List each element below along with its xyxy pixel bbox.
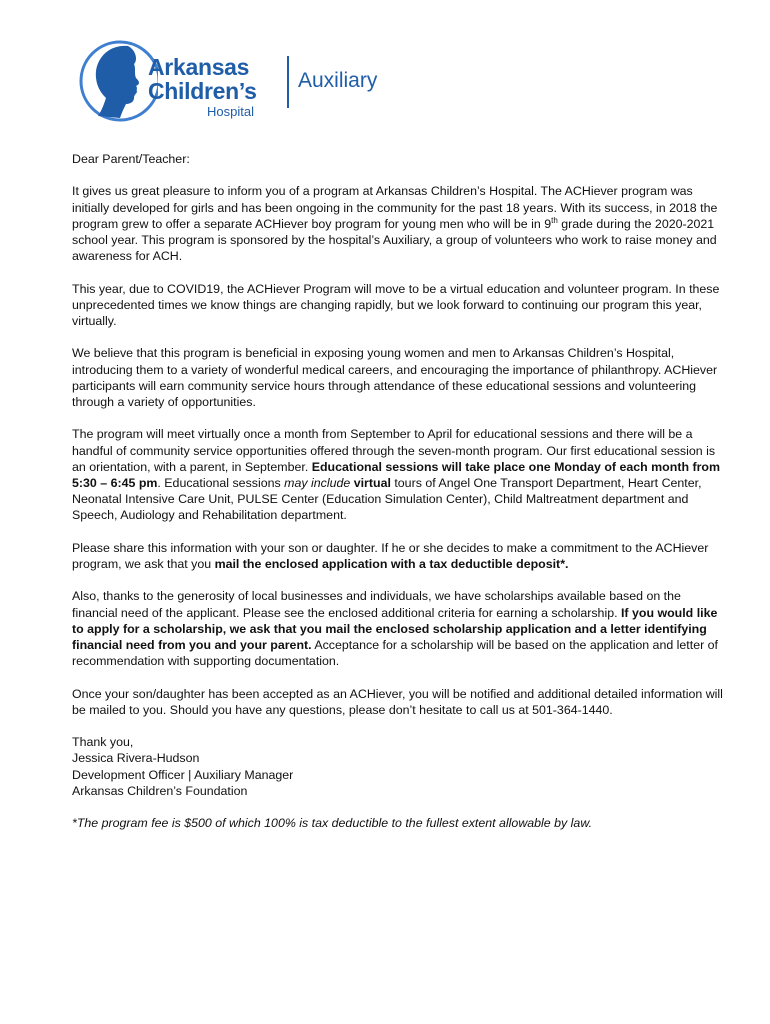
- paragraph-schedule: The program will meet virtually once a month from September to April for educational sessions and there will be a handful of community service opportunities offered through the seven-month program. Our first educational session is an orientation, with a parent, in September. Educational sessions will take place one Monday of each month from 5:30 – 6:45 pm. Educational sessions may include virtual tours of Angel One Transport Department, Heart Center, Neonatal Intensive Care Unit, PULSE Center (Education Simulation Center), Child Maltreatment department and Speech, Audiology and Rehabilitation department.: [72, 427, 720, 523]
- logo-divider: [287, 56, 289, 108]
- signer-name: Jessica Rivera-Hudson: [72, 751, 200, 766]
- paragraph-contact: Once your son/daughter has been accepted as an ACHiever, you will be notified and additional detailed information will be mailed to you. Should you have any questions, please don’t hesitate to call us at 501-364-1440.: [72, 686, 723, 717]
- signer-org: Arkansas Children’s Foundation: [72, 783, 248, 798]
- signer-title: Development Officer | Auxiliary Manager: [72, 767, 294, 782]
- paragraph-intro: It gives us great pleasure to inform you of a program at Arkansas Children’s Hospital. The ACHiever program was initially developed for girls and has been ongoing in the community for the past 18 years. With its success, in 2018 the program grew to offer a separate ACHiever boy program for young men who will be in 9th grade during the 2020-2021 school year. This program is sponsored by the hospital’s Auxiliary, a group of volunteers who work to raise money and awareness for ACH.: [72, 184, 718, 264]
- paragraph-benefits: We believe that this program is beneficial in exposing young women and men to Arkansas Children’s Hospital, introducing them to a variety of wonderful medical careers, and encouraging the importance of philanthropy. ACHiever participants will earn community service hours through attendance of these educational sessions and volunteering through a variety of opportunities.: [72, 346, 718, 409]
- paragraph-commitment: Please share this information with your son or daughter. If he or she decides to make a commitment to the ACHiever program, we ask that you mail the enclosed application with a tax deductible deposit*.: [72, 540, 709, 571]
- letter-body: [72, 151, 728, 848]
- logo-auxiliary: Auxiliary: [298, 69, 378, 92]
- paragraph-covid: This year, due to COVID19, the ACHiever Program will move to be a virtual education and volunteer program. In these unprecedented times we know things are changing rapidly, but we look forward to continuing our program this year, virtually.: [72, 281, 720, 328]
- header-logo: [78, 38, 398, 124]
- logo-line-arkansas: Arkansas: [148, 54, 250, 80]
- salutation: Dear Parent/Teacher:: [72, 152, 190, 166]
- paragraph-scholarship: Also, thanks to the generosity of local businesses and individuals, we have scholarships available based on the financial need of the applicant. Please see the enclosed additional criteria for earning a scholarship. If you would like to apply for a scholarship, we ask that you mail the enclosed scholarship application and a letter identifying financial need from you and your parent. Acceptance for a scholarship will be based on the application and letter of recommendation with supporting documentation.: [72, 589, 718, 669]
- logo-line-childrens: Children’s: [148, 78, 257, 104]
- logo-line-hospital: Hospital: [207, 104, 254, 119]
- footnote: *The program fee is $500 of which 100% is tax deductible to the fullest extent allowable by law.: [72, 816, 593, 831]
- child-profile-icon: [78, 38, 158, 124]
- signature-block: [72, 734, 728, 799]
- closing: Thank you,: [72, 735, 134, 750]
